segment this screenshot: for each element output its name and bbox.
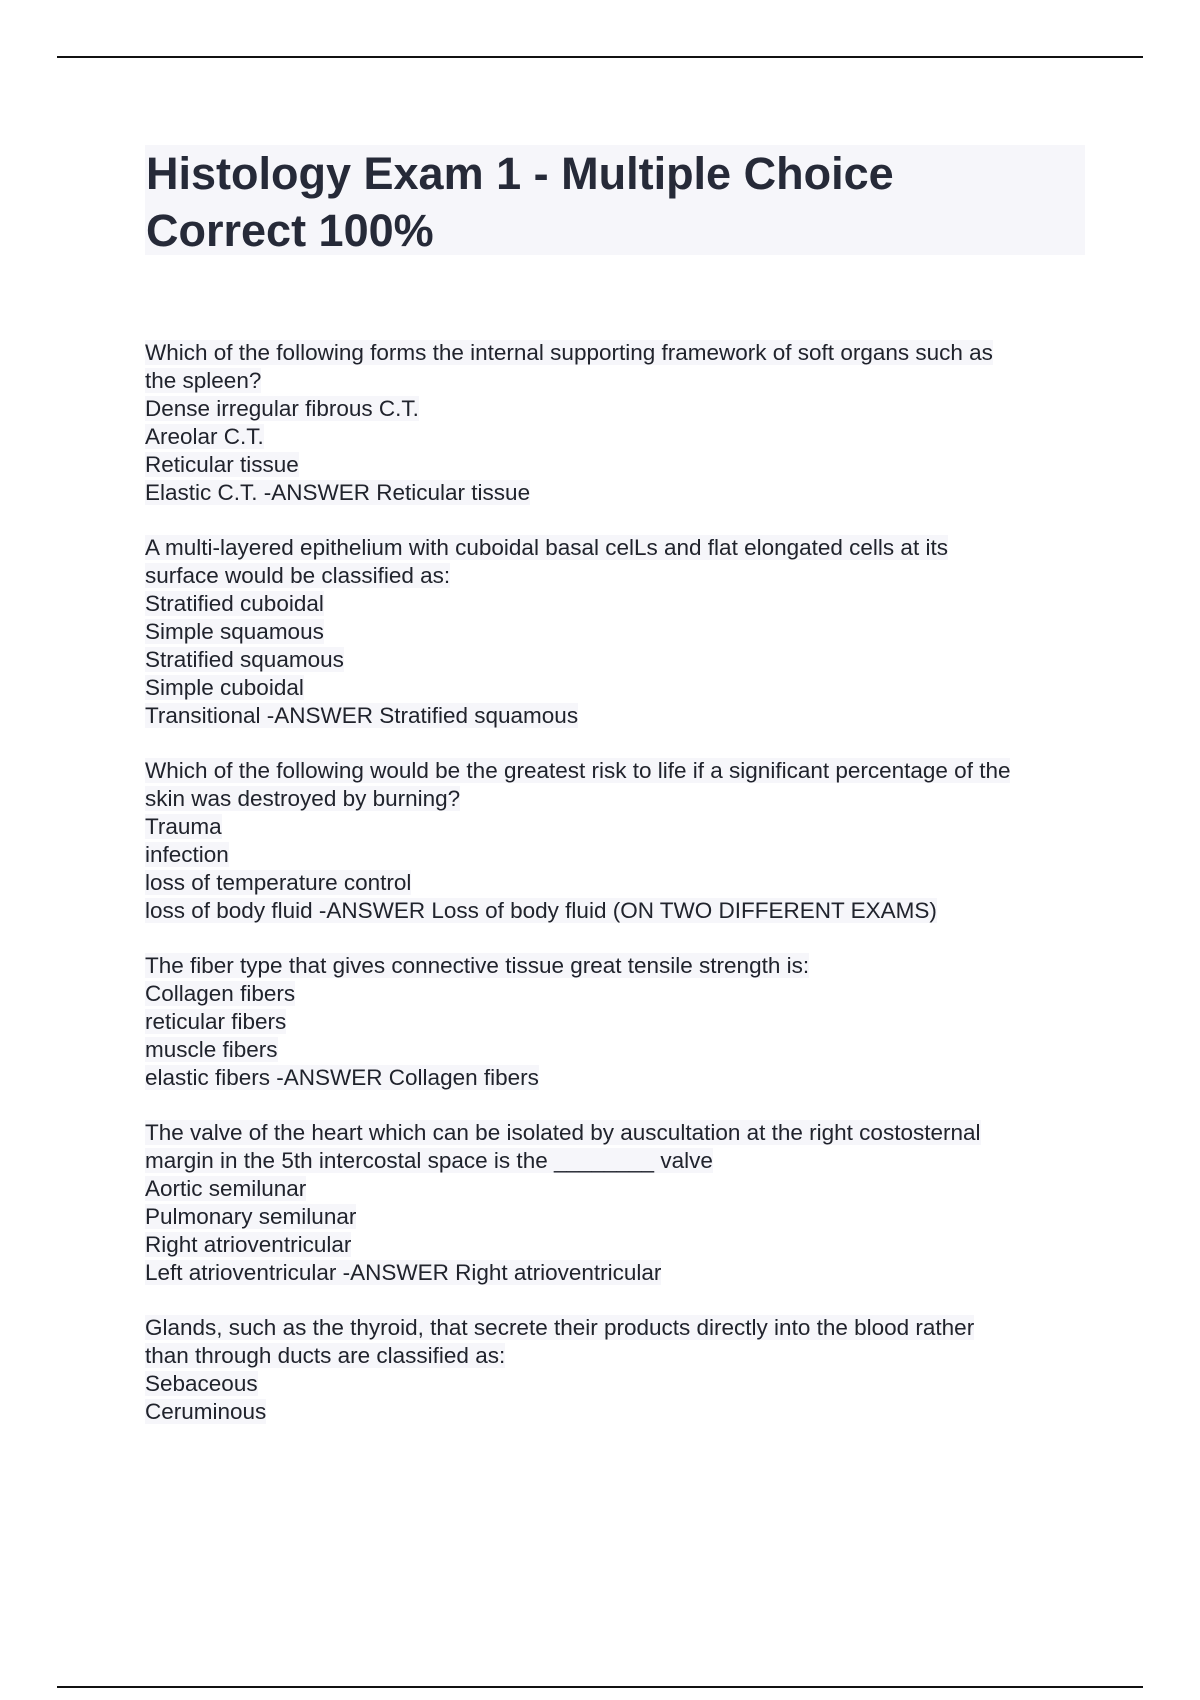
question-block xyxy=(145,757,1085,925)
answer-option: Stratified cuboidal xyxy=(145,591,324,616)
answer-option-line xyxy=(145,1064,1085,1092)
answer-option: Collagen fibers xyxy=(145,981,296,1006)
answer-option: infection xyxy=(145,842,229,867)
question-text: A multi-layered epithelium with cuboidal basal celLs and flat elongated cells at its xyxy=(145,535,948,560)
question-text: the spleen? xyxy=(145,368,262,393)
question-text-line xyxy=(145,1342,1085,1370)
document-title xyxy=(146,145,1046,259)
answer-option-line xyxy=(145,813,1085,841)
question-text-line xyxy=(145,785,1085,813)
answer-option-line xyxy=(145,423,1085,451)
question-text: skin was destroyed by burning? xyxy=(145,786,461,811)
answer-option-line xyxy=(145,1036,1085,1064)
answer-option-line xyxy=(145,1398,1085,1426)
answer-option: Stratified squamous xyxy=(145,647,344,672)
answer-option: elastic fibers -ANSWER Collagen fibers xyxy=(145,1065,539,1090)
answer-option-line xyxy=(145,451,1085,479)
question-block xyxy=(145,534,1085,730)
answer-option-line xyxy=(145,674,1085,702)
answer-option: Aortic semilunar xyxy=(145,1176,307,1201)
question-text: margin in the 5th intercostal space is the ________ valve xyxy=(145,1148,713,1173)
answer-option-line xyxy=(145,980,1085,1008)
question-text: Which of the following forms the internal supporting framework of soft organs such as xyxy=(145,340,993,365)
question-list xyxy=(145,339,1085,1453)
question-text-line xyxy=(145,534,1085,562)
answer-option-line xyxy=(145,1008,1085,1036)
question-block xyxy=(145,952,1085,1092)
answer-option-line xyxy=(145,869,1085,897)
answer-option-line xyxy=(145,646,1085,674)
answer-option: Simple cuboidal xyxy=(145,675,304,700)
question-text-line xyxy=(145,1119,1085,1147)
answer-option: loss of temperature control xyxy=(145,870,412,895)
question-block xyxy=(145,1119,1085,1287)
bottom-rule xyxy=(57,1686,1143,1688)
answer-option-line xyxy=(145,395,1085,423)
question-text-line xyxy=(145,1314,1085,1342)
question-text: surface would be classified as: xyxy=(145,563,451,588)
answer-option: muscle fibers xyxy=(145,1037,278,1062)
question-block xyxy=(145,1314,1085,1426)
answer-option-line xyxy=(145,479,1085,507)
question-text: Glands, such as the thyroid, that secrete their products directly into the blood rather xyxy=(145,1315,975,1340)
question-text-line xyxy=(145,1147,1085,1175)
answer-option-line xyxy=(145,1259,1085,1287)
question-block xyxy=(145,339,1085,507)
answer-option: Reticular tissue xyxy=(145,452,299,477)
answer-option-line xyxy=(145,1175,1085,1203)
answer-option: Transitional -ANSWER Stratified squamous xyxy=(145,703,579,728)
question-text-line xyxy=(145,562,1085,590)
question-text: Which of the following would be the greatest risk to life if a significant percentage of the xyxy=(145,758,1011,783)
answer-option: reticular fibers xyxy=(145,1009,287,1034)
top-rule xyxy=(57,56,1143,58)
answer-option-line xyxy=(145,1203,1085,1231)
answer-option: Trauma xyxy=(145,814,222,839)
answer-option-line xyxy=(145,841,1085,869)
answer-option: Elastic C.T. -ANSWER Reticular tissue xyxy=(145,480,531,505)
question-text-line xyxy=(145,367,1085,395)
answer-option: Dense irregular fibrous C.T. xyxy=(145,396,419,421)
answer-option: loss of body fluid -ANSWER Loss of body fluid (ON TWO DIFFERENT EXAMS) xyxy=(145,898,937,923)
answer-option-line xyxy=(145,590,1085,618)
answer-option-line xyxy=(145,618,1085,646)
question-text: The valve of the heart which can be isolated by auscultation at the right costosternal xyxy=(145,1120,981,1145)
answer-option-line xyxy=(145,897,1085,925)
answer-option-line xyxy=(145,1231,1085,1259)
answer-option: Simple squamous xyxy=(145,619,324,644)
title-line-2: Correct 100% xyxy=(146,205,434,256)
question-text: than through ducts are classified as: xyxy=(145,1343,506,1368)
answer-option-line xyxy=(145,702,1085,730)
question-text: The fiber type that gives connective tissue great tensile strength is: xyxy=(145,953,810,978)
question-text-line xyxy=(145,757,1085,785)
answer-option: Areolar C.T. xyxy=(145,424,264,449)
answer-option-line xyxy=(145,1370,1085,1398)
answer-option: Right atrioventricular xyxy=(145,1232,352,1257)
answer-option: Pulmonary semilunar xyxy=(145,1204,357,1229)
answer-option: Ceruminous xyxy=(145,1399,267,1424)
question-text-line xyxy=(145,339,1085,367)
question-text-line xyxy=(145,952,1085,980)
title-line-1: Histology Exam 1 - Multiple Choice xyxy=(146,148,894,199)
answer-option: Sebaceous xyxy=(145,1371,258,1396)
answer-option: Left atrioventricular -ANSWER Right atrioventricular xyxy=(145,1260,662,1285)
